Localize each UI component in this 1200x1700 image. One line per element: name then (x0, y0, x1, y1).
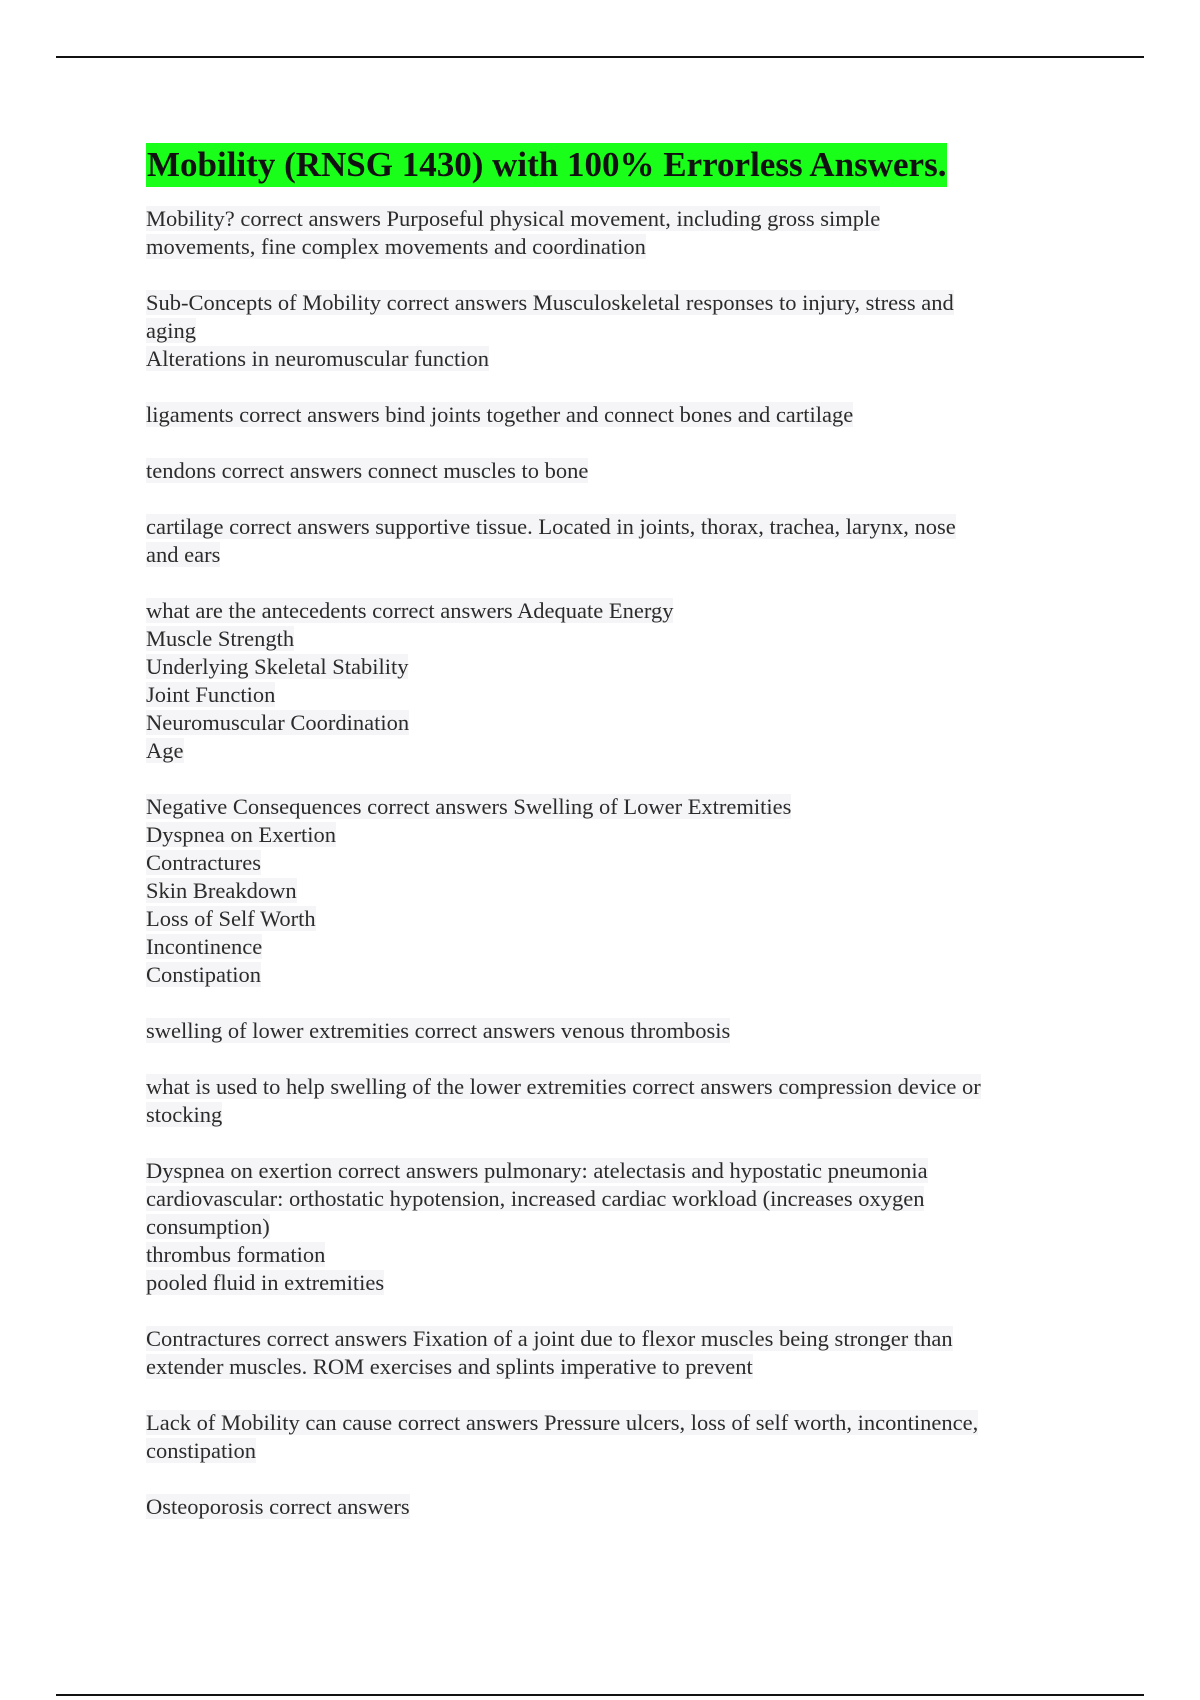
qa-entry (146, 1493, 1076, 1521)
qa-line-text: swelling of lower extremities correct answers venous thrombosis (146, 1018, 731, 1043)
qa-line-text: what are the antecedents correct answers Adequate Energy (146, 598, 674, 623)
qa-line-text: constipation (146, 1438, 256, 1463)
qa-line (146, 1101, 1076, 1129)
qa-entry (146, 513, 1076, 569)
qa-line-text: Neuromuscular Coordination (146, 710, 410, 735)
qa-line (146, 681, 1076, 709)
qa-line-text: Constipation (146, 962, 262, 987)
qa-line-text: pooled fluid in extremities (146, 1270, 385, 1295)
qa-line (146, 793, 1076, 821)
qa-line-text: cartilage correct answers supportive tissue. Located in joints, thorax, trachea, larynx, nose (146, 514, 956, 539)
qa-line-text: cardiovascular: orthostatic hypotension, increased cardiac workload (increases oxygen (146, 1186, 925, 1211)
qa-line (146, 905, 1076, 933)
qa-entry (146, 205, 1076, 261)
qa-line (146, 597, 1076, 625)
qa-line (146, 289, 1076, 317)
qa-entry (146, 1157, 1076, 1297)
qa-line-text: Contractures (146, 850, 261, 875)
qa-line-text: Muscle Strength (146, 626, 295, 651)
qa-line (146, 933, 1076, 961)
qa-line (146, 709, 1076, 737)
qa-line (146, 821, 1076, 849)
qa-line (146, 737, 1076, 765)
qa-line-text: Age (146, 738, 184, 763)
qa-entry (146, 1017, 1076, 1045)
qa-line (146, 1493, 1076, 1521)
qa-line (146, 1437, 1076, 1465)
qa-entry (146, 597, 1076, 765)
qa-line-text: what is used to help swelling of the lower extremities correct answers compression device or (146, 1074, 981, 1099)
qa-line-text: Negative Consequences correct answers Swelling of Lower Extremities (146, 794, 792, 819)
qa-line-text: thrombus formation (146, 1242, 326, 1267)
qa-line (146, 1269, 1076, 1297)
qa-line (146, 1157, 1076, 1185)
document-body (146, 143, 1076, 1549)
qa-line (146, 1213, 1076, 1241)
qa-entry (146, 289, 1076, 373)
qa-line-text: Dyspnea on Exertion (146, 822, 336, 847)
qa-line (146, 457, 1076, 485)
qa-line-text: ligaments correct answers bind joints together and connect bones and cartilage (146, 402, 854, 427)
qa-line (146, 205, 1076, 233)
qa-line-text: aging (146, 318, 196, 343)
qa-line-text: Sub-Concepts of Mobility correct answers Musculoskeletal responses to injury, stress and (146, 290, 954, 315)
bottom-rule (56, 1694, 1144, 1696)
qa-line (146, 1409, 1076, 1437)
qa-entry (146, 793, 1076, 989)
document-title: Mobility (RNSG 1430) with 100% Errorless Answers. (146, 143, 947, 187)
qa-entry (146, 1325, 1076, 1381)
qa-line-text: Underlying Skeletal Stability (146, 654, 409, 679)
qa-line (146, 345, 1076, 373)
qa-line (146, 653, 1076, 681)
qa-line-text: Contractures correct answers Fixation of a joint due to flexor muscles being stronger than (146, 1326, 953, 1351)
qa-line-text: Dyspnea on exertion correct answers pulmonary: atelectasis and hypostatic pneumonia (146, 1158, 928, 1183)
qa-line-text: tendons correct answers connect muscles to bone (146, 458, 589, 483)
qa-entry (146, 457, 1076, 485)
qa-entry (146, 401, 1076, 429)
top-rule (56, 56, 1144, 58)
qa-line-text: Lack of Mobility can cause correct answers Pressure ulcers, loss of self worth, incontinence, (146, 1410, 979, 1435)
qa-line (146, 317, 1076, 345)
qa-line-text: Alterations in neuromuscular function (146, 346, 490, 371)
qa-line-text: Osteoporosis correct answers (146, 1494, 410, 1519)
qa-line-text: movements, fine complex movements and coordination (146, 234, 646, 259)
qa-line (146, 1073, 1076, 1101)
qa-line (146, 961, 1076, 989)
qa-line (146, 1241, 1076, 1269)
qa-line-text: consumption) (146, 1214, 270, 1239)
qa-line-text: Incontinence (146, 934, 263, 959)
qa-entry (146, 1073, 1076, 1129)
qa-line (146, 233, 1076, 261)
qa-line-text: Skin Breakdown (146, 878, 297, 903)
qa-line-text: Mobility? correct answers Purposeful physical movement, including gross simple (146, 206, 881, 231)
qa-line-text: extender muscles. ROM exercises and splints imperative to prevent (146, 1354, 753, 1379)
qa-entry (146, 1409, 1076, 1465)
qa-entries (146, 205, 1076, 1521)
qa-line (146, 1353, 1076, 1381)
qa-line-text: and ears (146, 542, 221, 567)
qa-line-text: Joint Function (146, 682, 276, 707)
qa-line-text: Loss of Self Worth (146, 906, 316, 931)
qa-line-text: stocking (146, 1102, 223, 1127)
qa-line (146, 513, 1076, 541)
qa-line (146, 625, 1076, 653)
qa-line (146, 401, 1076, 429)
qa-line (146, 1185, 1076, 1213)
qa-line (146, 849, 1076, 877)
qa-line (146, 1325, 1076, 1353)
qa-line (146, 541, 1076, 569)
qa-line (146, 877, 1076, 905)
qa-line (146, 1017, 1076, 1045)
